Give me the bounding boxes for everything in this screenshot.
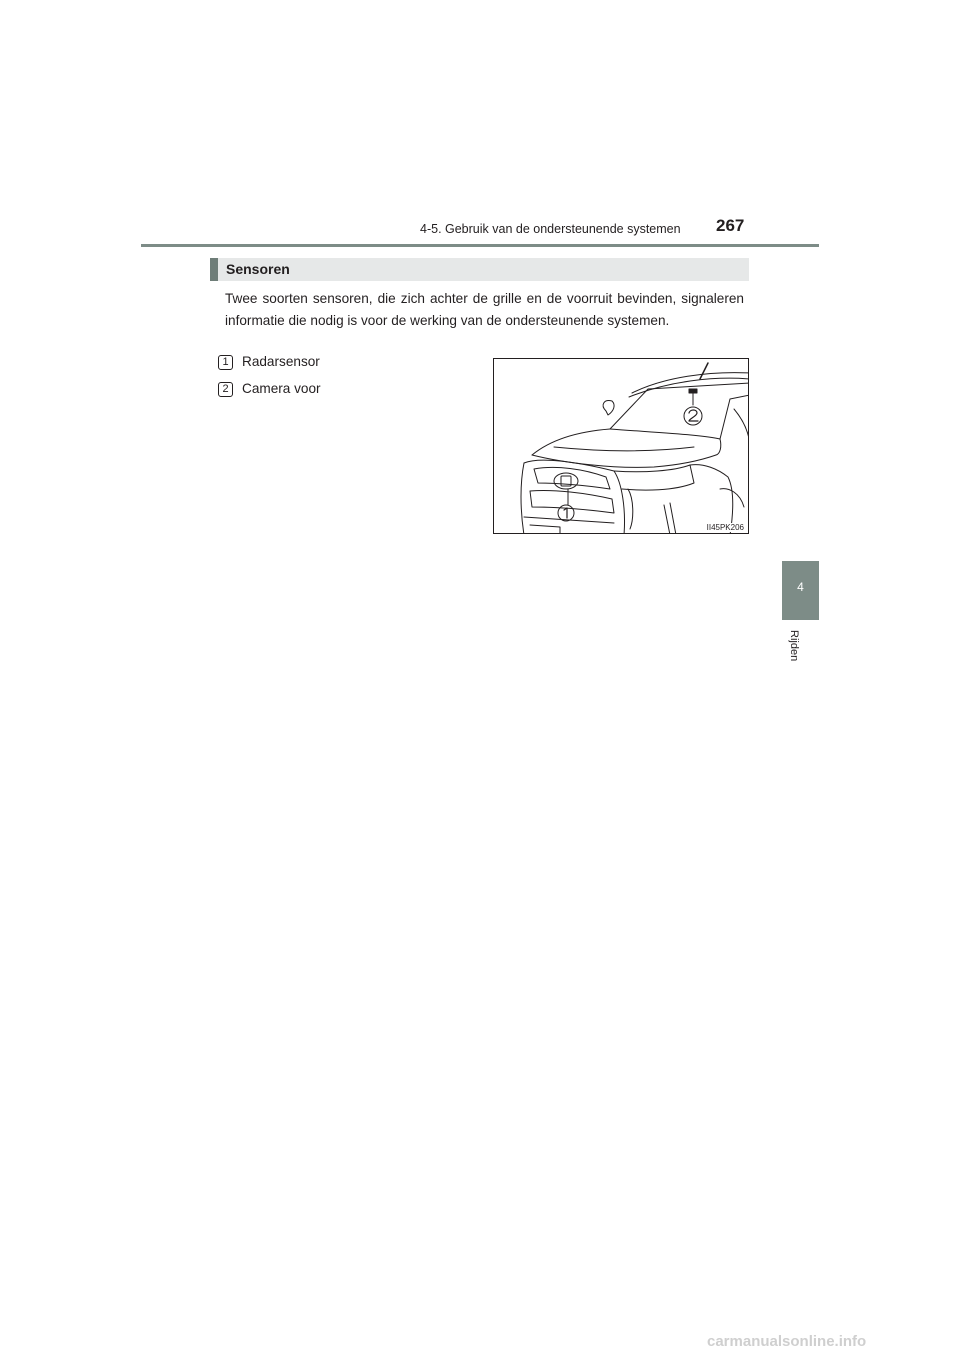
header-divider: [141, 244, 819, 247]
legend-number: 2: [218, 382, 233, 397]
legend-number: 1: [218, 355, 233, 370]
vehicle-front-illustration: [494, 359, 749, 534]
chapter-tab: [782, 561, 819, 620]
chapter-number: 4: [797, 580, 804, 594]
section-body-text: Twee soorten sensoren, die zich achter de grille en de voorruit bevinden, signaleren informatie die nodig is voor de werking van de ondersteunende systemen.: [225, 291, 744, 328]
header-section-title: 4-5. Gebruik van de ondersteunende systemen: [420, 222, 681, 236]
section-title: Sensoren: [226, 261, 290, 277]
section-heading-accent: [210, 258, 218, 281]
legend-label: Camera voor: [242, 381, 321, 396]
sensor-location-figure: [493, 358, 749, 534]
legend-label: Radarsensor: [242, 354, 320, 369]
watermark: carmanualsonline.info: [707, 1333, 867, 1350]
figure-code: II45PK206: [706, 523, 744, 532]
section-heading-bar: [210, 258, 749, 281]
page-number: 267: [716, 216, 745, 235]
chapter-label: Rijden: [788, 630, 800, 662]
